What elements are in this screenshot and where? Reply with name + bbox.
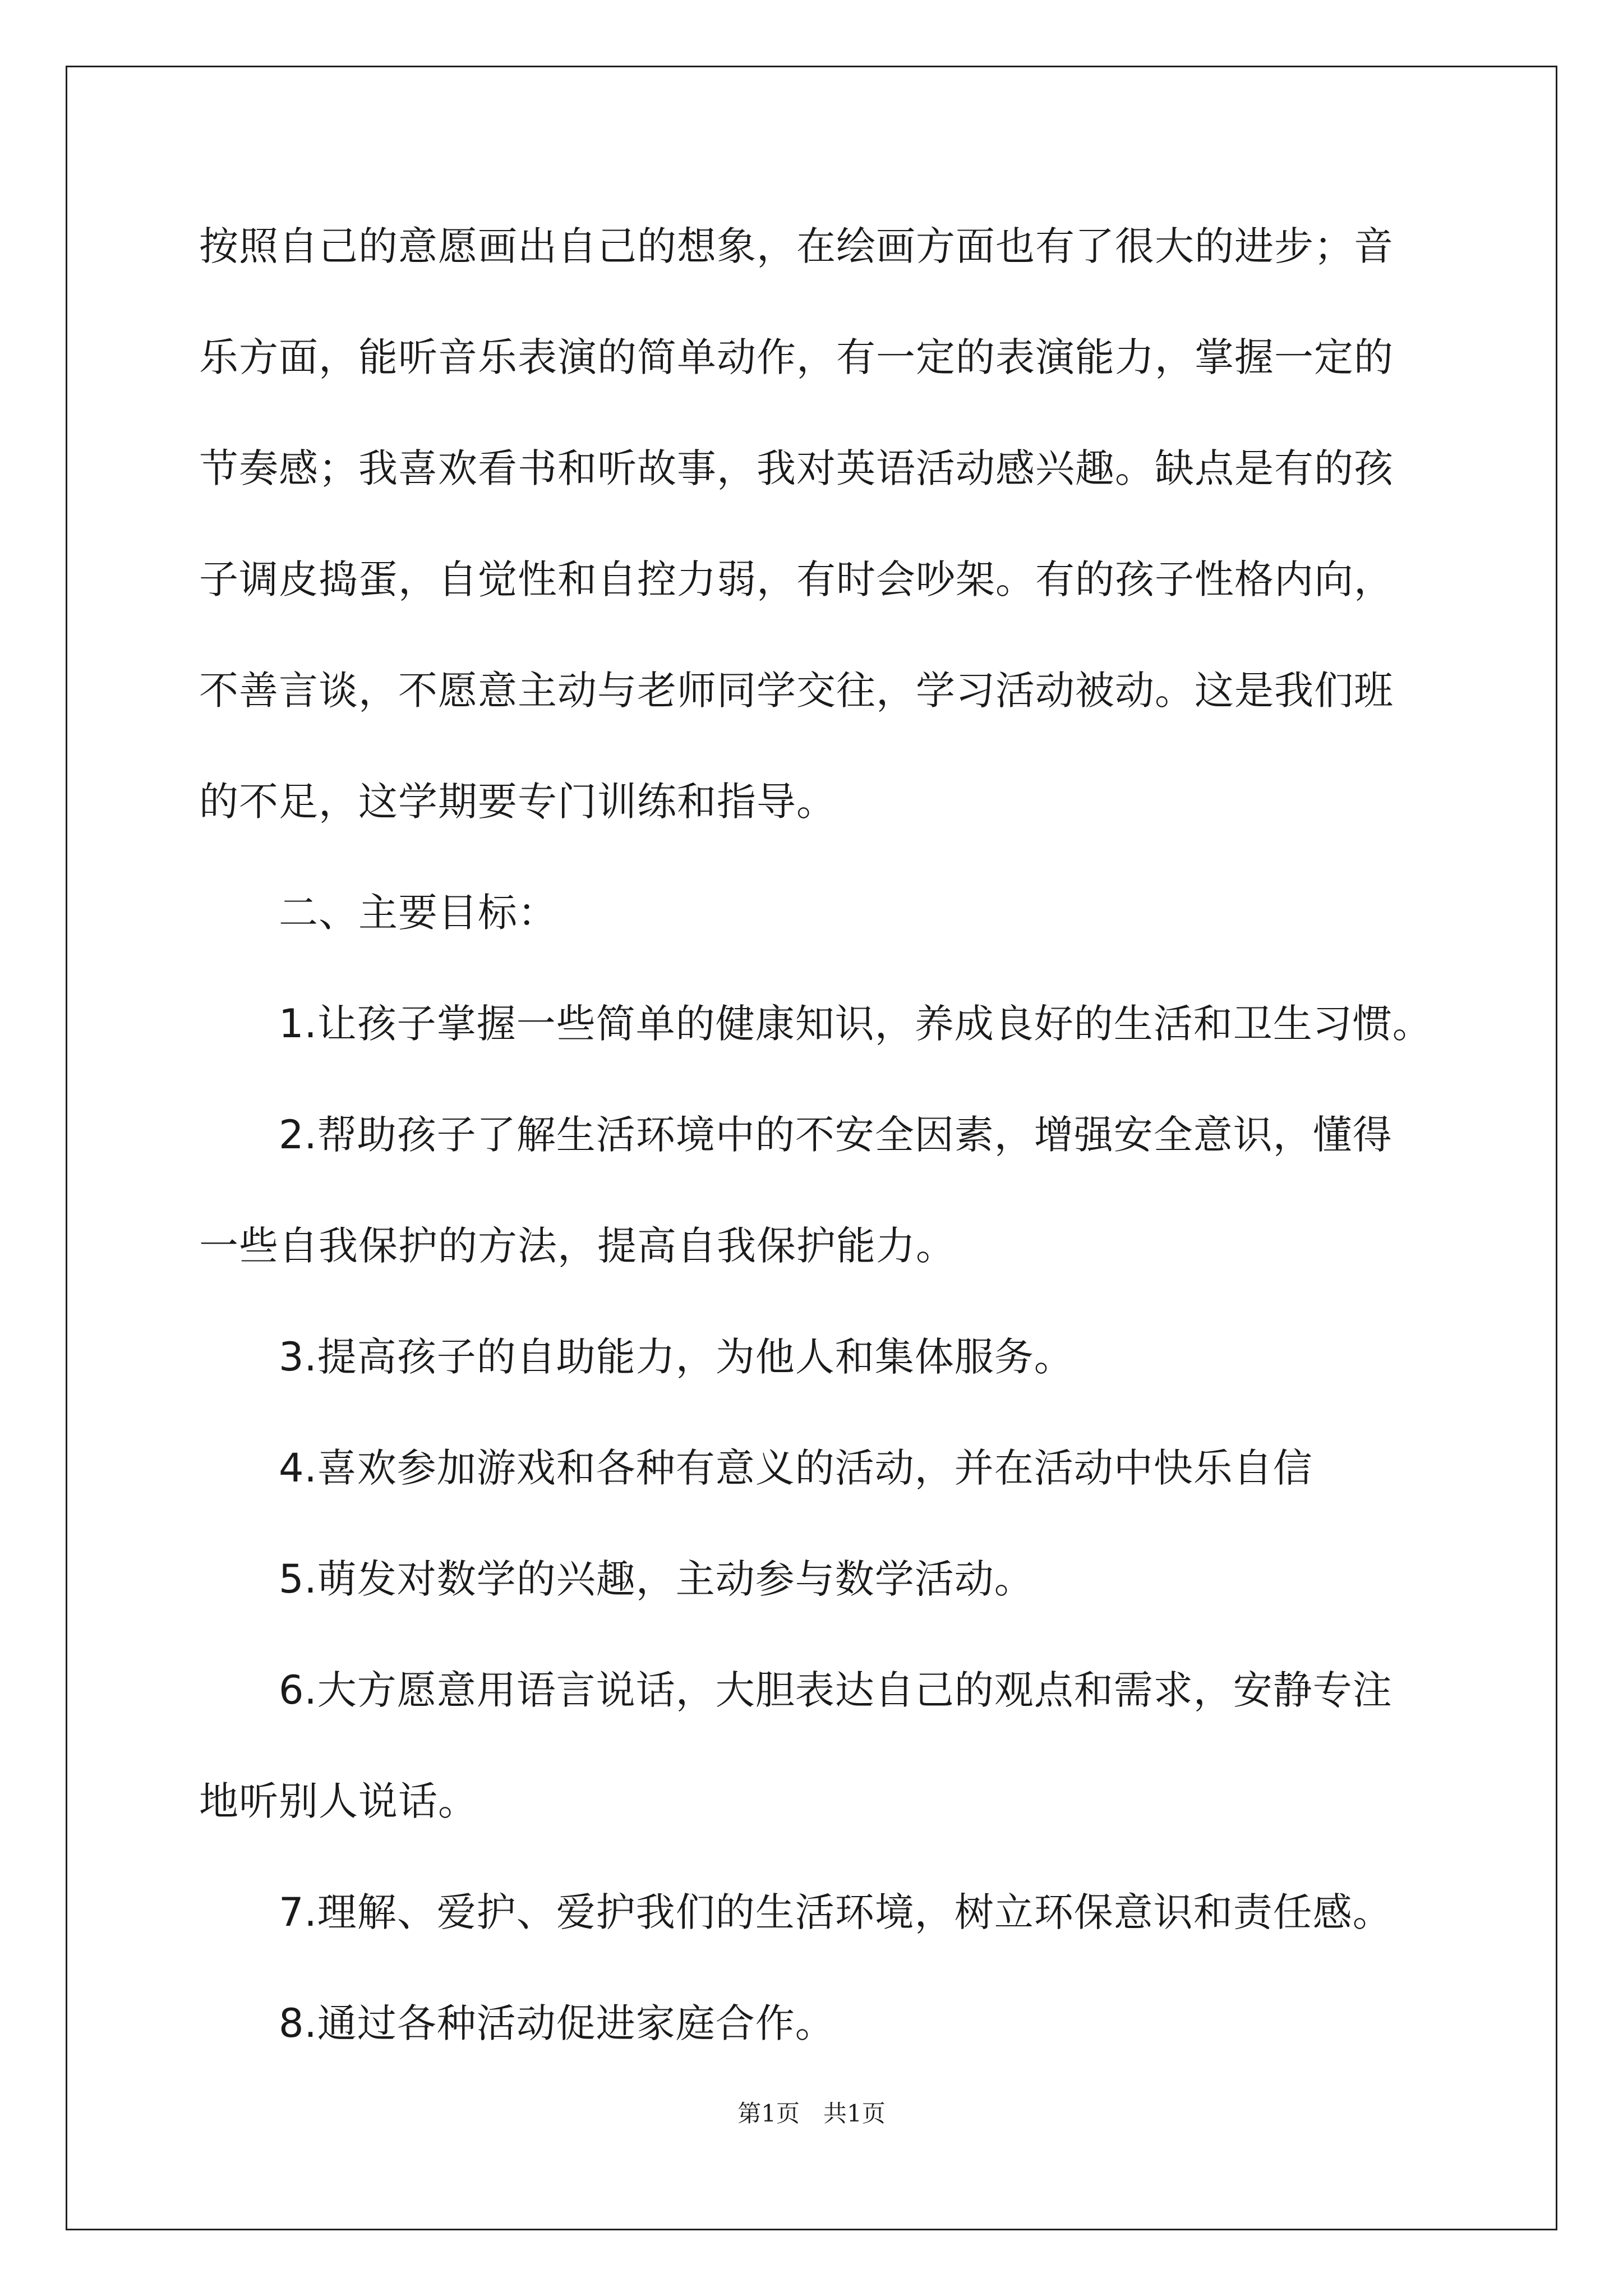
goal-item: 4.喜欢参加游戏和各种有意义的活动，并在活动中快乐自信	[199, 1445, 1313, 1491]
text-line: 节奏感；我喜欢看书和听故事，我对英语活动感兴趣。缺点是有的孩	[199, 445, 1394, 491]
text-line: 的不足，这学期要专门训练和指导。	[199, 779, 836, 825]
page-number-footer: 第1页 共1页	[737, 2100, 886, 2127]
goal-item: 1.让孩子掌握一些简单的健康知识，养成良好的生活和卫生习惯。	[199, 1001, 1432, 1047]
text-line: 地听别人说话。	[199, 1778, 478, 1824]
goal-item: 3.提高孩子的自助能力，为他人和集体服务。	[199, 1334, 1074, 1380]
text-line: 一些自我保护的方法，提高自我保护能力。	[199, 1223, 956, 1269]
goal-item: 5.萌发对数学的兴趣，主动参与数学活动。	[199, 1556, 1034, 1602]
goal-item: 7.理解、爱护、爱护我们的生活环境，树立环保意识和责任感。	[199, 1889, 1393, 1935]
goal-item: 2.帮助孩子了解生活环境中的不安全因素，增强安全意识，懂得	[199, 1112, 1393, 1158]
text-line: 乐方面，能听音乐表演的简单动作，有一定的表演能力，掌握一定的	[199, 334, 1394, 380]
goal-item: 8.通过各种活动促进家庭合作。	[199, 2000, 835, 2046]
goal-item: 6.大方愿意用语言说话，大胆表达自己的观点和需求，安静专注	[199, 1667, 1393, 1713]
text-line: 不善言谈，不愿意主动与老师同学交往，学习活动被动。这是我们班	[199, 668, 1394, 714]
text-line: 按照自己的意愿画出自己的想象，在绘画方面也有了很大的进步；音	[199, 223, 1394, 269]
section-heading: 二、主要目标：	[199, 890, 557, 936]
text-line: 子调皮捣蛋，自觉性和自控力弱，有时会吵架。有的孩子性格内向，	[199, 556, 1394, 602]
